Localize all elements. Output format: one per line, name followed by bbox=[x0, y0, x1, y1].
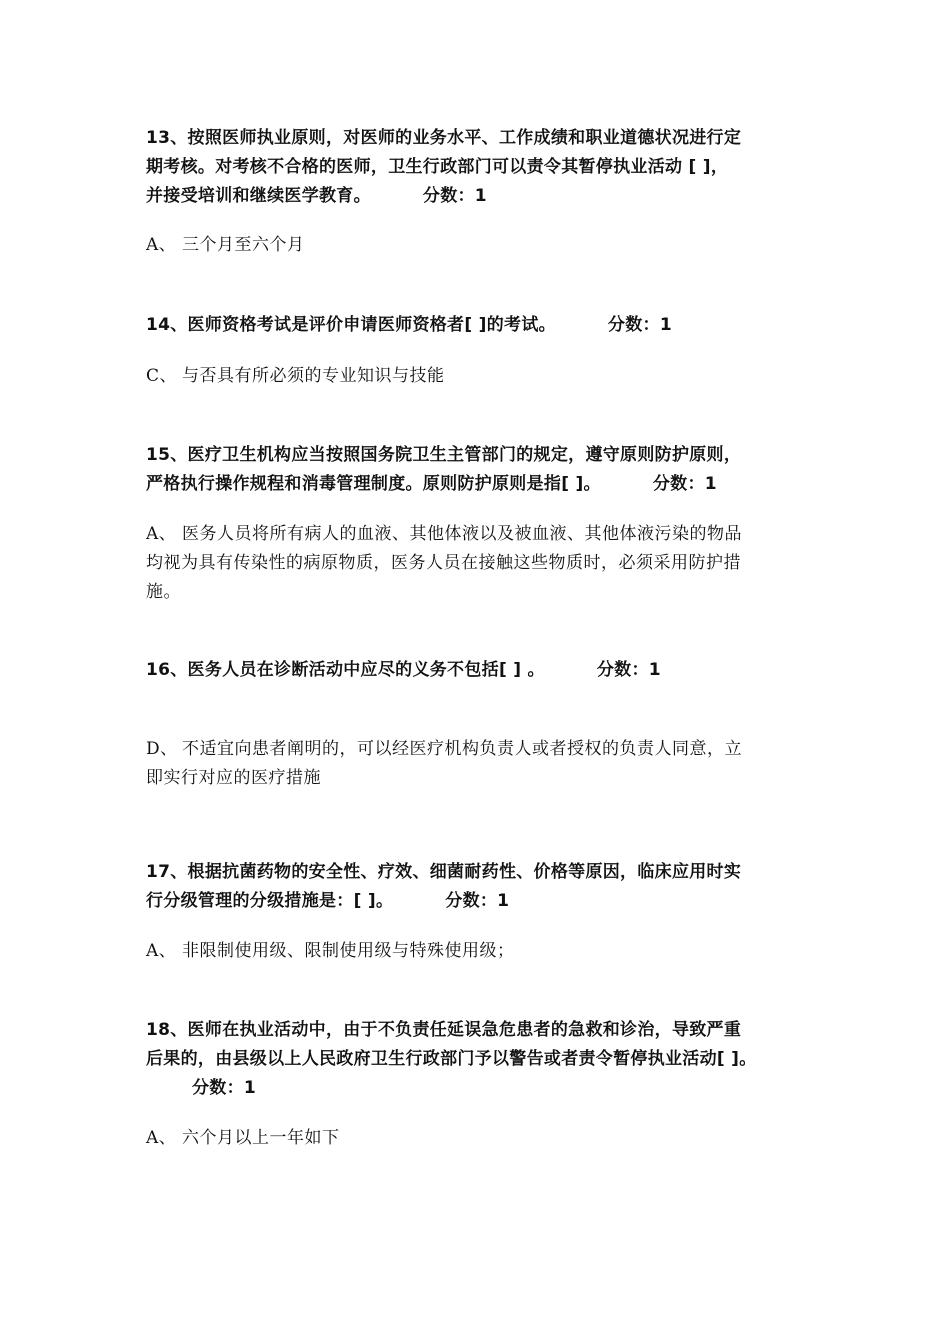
question-14 bbox=[146, 311, 826, 340]
answer-text: 六个月以上一年如下 bbox=[182, 1128, 340, 1148]
question-17 bbox=[146, 858, 826, 916]
question-text-line bbox=[146, 656, 826, 685]
score-label: 分数：1 bbox=[192, 1078, 257, 1098]
answer-line bbox=[146, 937, 806, 966]
answer-line bbox=[146, 735, 806, 764]
score-label: 分数：1 bbox=[422, 186, 487, 206]
answer-letter: A、 bbox=[146, 941, 177, 961]
question-text-line bbox=[146, 1074, 846, 1103]
answer-letter: D、 bbox=[146, 739, 178, 759]
answer-line: 即实行对应的医疗措施 bbox=[146, 768, 321, 788]
answer-text: 医务人员将所有病人的血液、其他体液以及被血液、其他体液污染的物品 bbox=[182, 524, 742, 544]
score-label: 分数：1 bbox=[607, 315, 672, 335]
question-15 bbox=[146, 441, 826, 499]
question-text-line: 17、根据抗菌药物的安全性、疗效、细菌耐药性、价格等原因，临床应用时实 bbox=[146, 862, 742, 882]
answer-letter: A、 bbox=[146, 235, 177, 255]
answer-line bbox=[146, 520, 806, 549]
question-text-line: 后果的，由县级以上人民政府卫生行政部门予以警告或者责令暂停执业活动[ ]。 bbox=[146, 1049, 757, 1069]
score-label: 分数：1 bbox=[445, 891, 510, 911]
answer-line bbox=[146, 1124, 806, 1153]
question-text-tail: 并接受培训和继续医学教育。 bbox=[146, 186, 371, 206]
answer-14 bbox=[146, 362, 806, 391]
answer-17 bbox=[146, 937, 806, 966]
answer-letter: A、 bbox=[146, 1128, 177, 1148]
answer-18 bbox=[146, 1124, 806, 1153]
question-text-line: 15、医疗卫生机构应当按照国务院卫生主管部门的规定，遵守原则防护原则， bbox=[146, 445, 742, 465]
question-18 bbox=[146, 1016, 846, 1103]
question-text-line bbox=[146, 470, 826, 499]
question-text-line: 13、按照医师执业原则，对医师的业务水平、工作成绩和职业道德状况进行定 bbox=[146, 128, 742, 148]
answer-letter: C、 bbox=[146, 366, 178, 386]
question-text-line bbox=[146, 311, 826, 340]
score-label: 分数：1 bbox=[596, 660, 661, 680]
question-text-line bbox=[146, 182, 826, 211]
question-text-line: 18、医师在执业活动中，由于不负责任延误急危患者的急救和诊治，导致严重 bbox=[146, 1020, 742, 1040]
answer-13 bbox=[146, 231, 806, 260]
answer-text: 与否具有所必须的专业知识与技能 bbox=[182, 366, 445, 386]
question-16 bbox=[146, 656, 826, 685]
answer-letter: A、 bbox=[146, 524, 177, 544]
question-text-tail: 行分级管理的分级措施是：[ ]。 bbox=[146, 891, 394, 911]
answer-16 bbox=[146, 735, 806, 793]
answer-line bbox=[146, 362, 806, 391]
answer-line bbox=[146, 231, 806, 260]
answer-15 bbox=[146, 520, 806, 607]
answer-line: 均视为具有传染性的病原物质，医务人员在接触这些物质时，必须采用防护措 bbox=[146, 553, 741, 573]
question-13 bbox=[146, 124, 826, 211]
answer-text: 非限制使用级、限制使用级与特殊使用级； bbox=[182, 941, 515, 961]
answer-line: 施。 bbox=[146, 582, 181, 602]
question-text-line bbox=[146, 887, 826, 916]
question-text-tail: 14、医师资格考试是评价申请医师资格者[ ]的考试。 bbox=[146, 315, 556, 335]
question-text-tail: 16、医务人员在诊断活动中应尽的义务不包括[ ] 。 bbox=[146, 660, 545, 680]
question-text-tail: 严格执行操作规程和消毒管理制度。原则防护原则是指[ ]。 bbox=[146, 474, 601, 494]
score-label: 分数：1 bbox=[652, 474, 717, 494]
question-text-line: 期考核。对考核不合格的医师，卫生行政部门可以责令其暂停执业活动 [ ]， bbox=[146, 157, 729, 177]
answer-text: 不适宜向患者阐明的，可以经医疗机构负责人或者授权的负责人同意，立 bbox=[182, 739, 742, 759]
answer-text: 三个月至六个月 bbox=[182, 235, 305, 255]
